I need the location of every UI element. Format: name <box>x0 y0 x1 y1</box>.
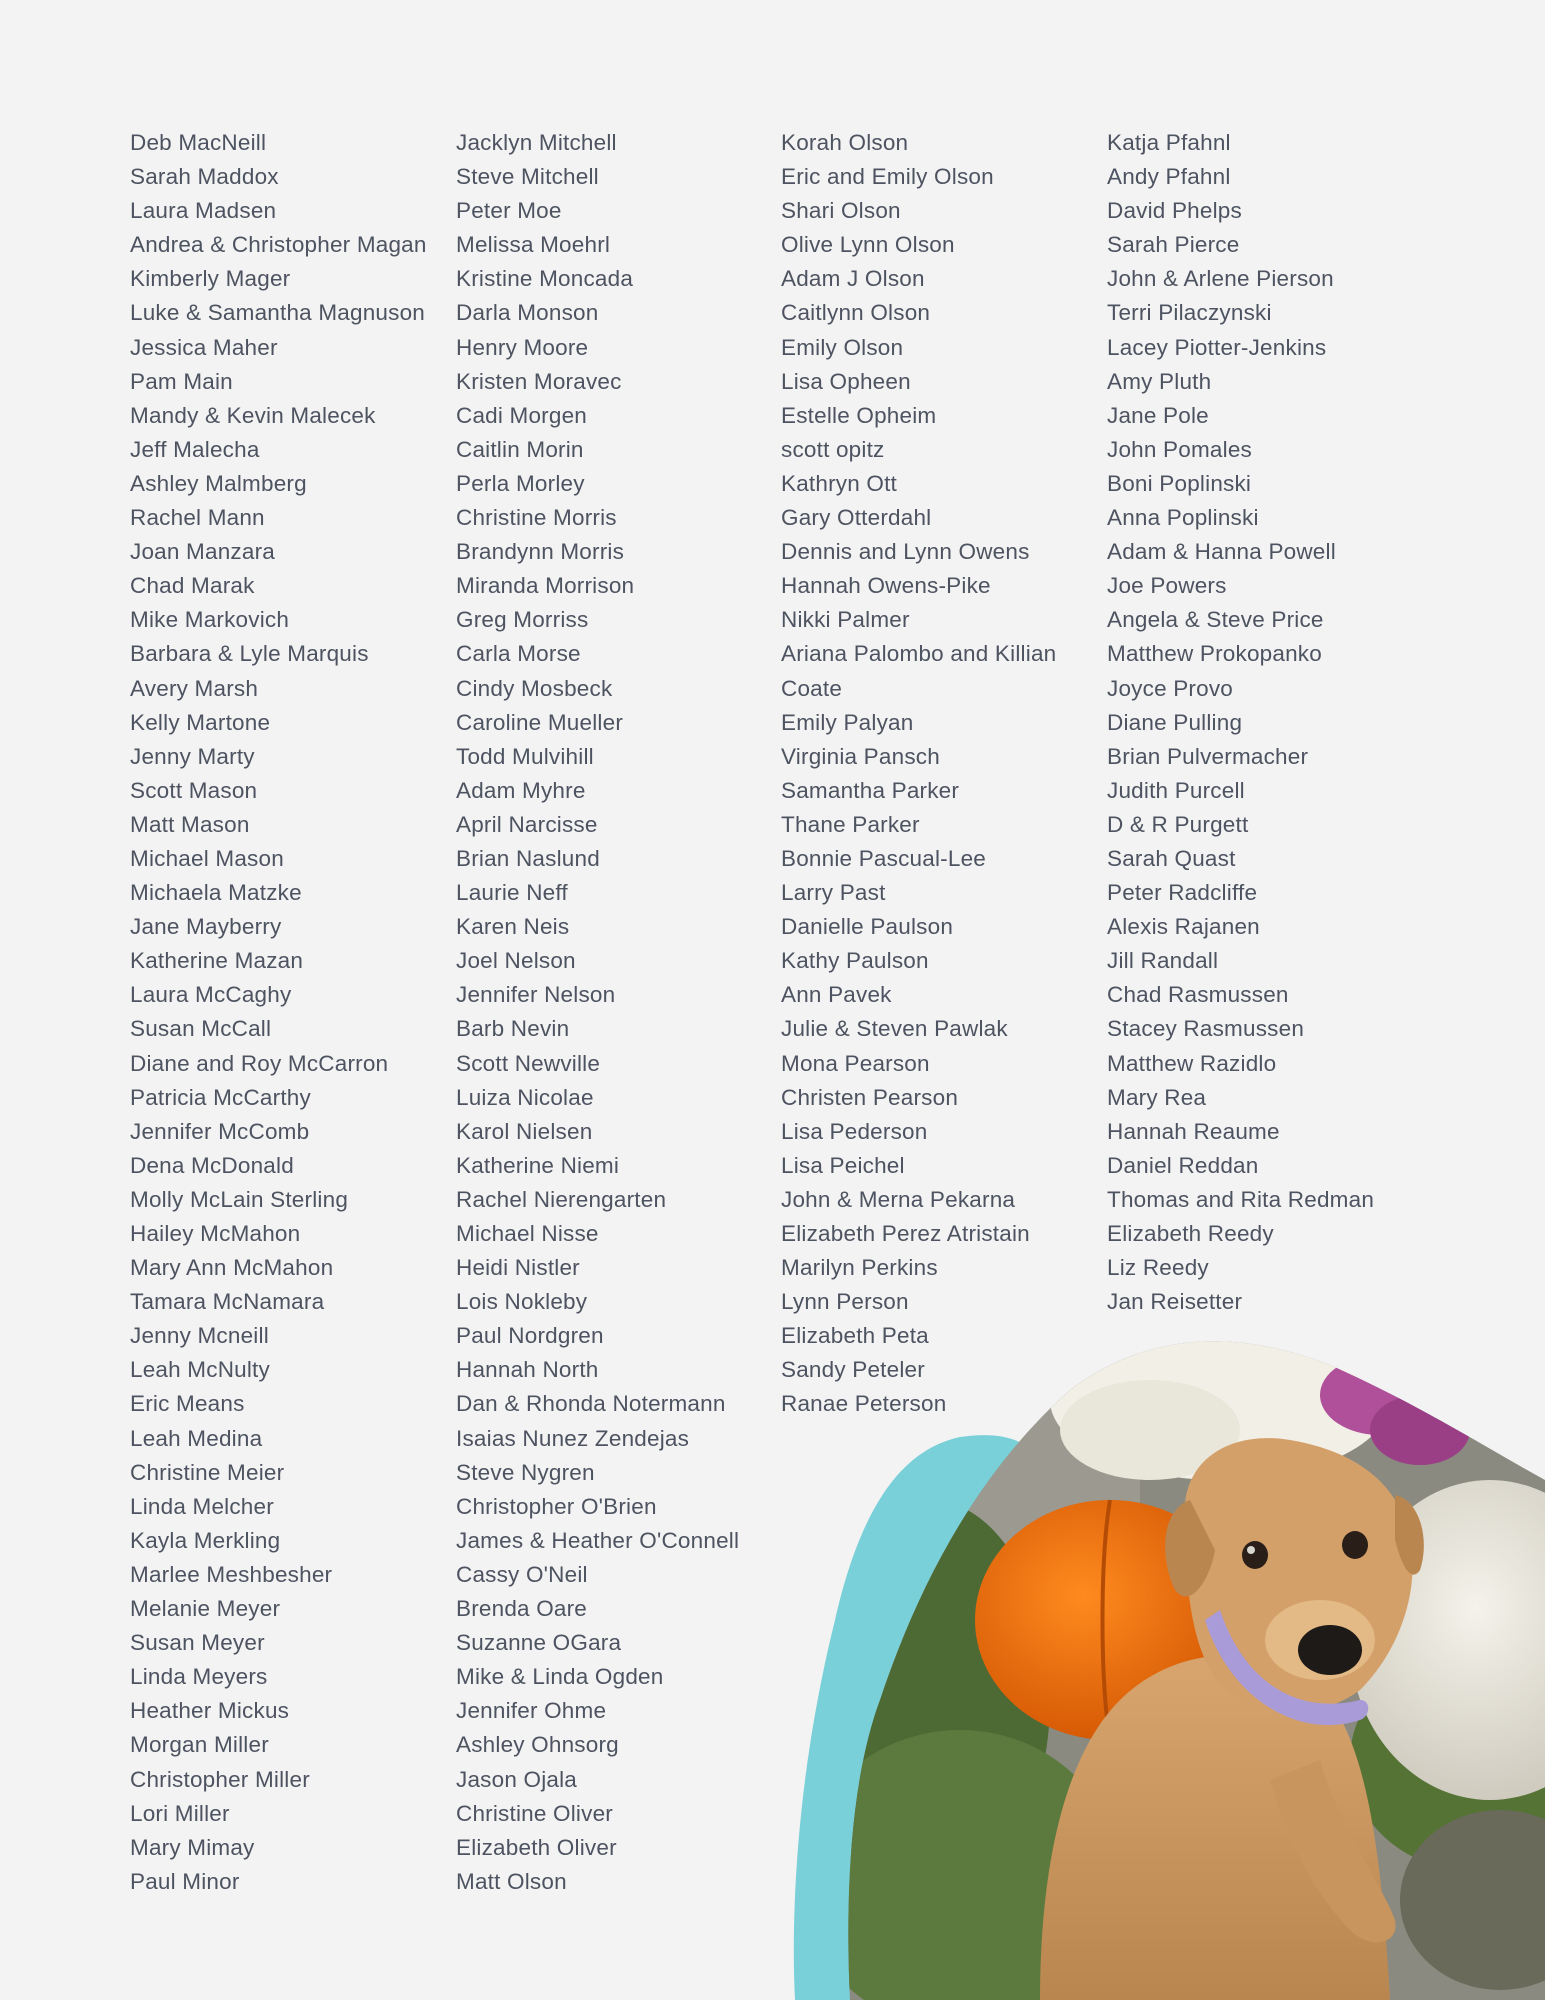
donor-name: Cindy Mosbeck <box>456 675 613 701</box>
donor-name: Amy Pluth <box>1107 368 1212 394</box>
donor-column-2 <box>456 126 739 1899</box>
donor-name: Greg Morriss <box>456 607 589 633</box>
donor-name: Tamara McNamara <box>130 1289 325 1315</box>
donor-name: Michael Mason <box>130 845 284 871</box>
donor-name: Mona Pearson <box>781 1050 930 1076</box>
donor-name: Kristine Moncada <box>456 266 634 292</box>
donor-name: Lisa Pederson <box>781 1118 928 1144</box>
donor-name: Chad Rasmussen <box>1107 982 1289 1008</box>
donor-name: Elizabeth Perez Atristain <box>781 1221 1030 1246</box>
donor-name: Deb MacNeill <box>130 130 267 155</box>
donor-name: Cassy O'Neil <box>456 1561 588 1587</box>
donor-name: Brenda Oare <box>456 1596 588 1622</box>
donor-name: Hailey McMahon <box>130 1221 301 1246</box>
donor-column-4 <box>1107 126 1374 1319</box>
donor-name: Alexis Rajanen <box>1107 914 1260 940</box>
donor-name: Luke & Samantha Magnuson <box>130 300 425 326</box>
donor-name: Andrea & Christopher Magan <box>130 232 427 258</box>
donor-name: Brian Pulvermacher <box>1107 743 1309 769</box>
donor-name: Jill Randall <box>1107 948 1219 974</box>
donor-name: scott opitz <box>781 436 885 462</box>
donor-name: Rachel Nierengarten <box>456 1186 667 1212</box>
donor-name: Eric and Emily Olson <box>781 164 994 190</box>
donor-name: Kristen Moravec <box>456 368 622 394</box>
donor-name: Jason Ojala <box>456 1766 578 1792</box>
donor-name: Ann Pavek <box>781 982 892 1008</box>
donor-name: Isaias Nunez Zendejas <box>456 1425 690 1451</box>
donor-name: Ranae Peterson <box>781 1391 947 1417</box>
donor-name: Suzanne OGara <box>456 1630 622 1656</box>
donor-name: Eric Means <box>130 1391 245 1417</box>
donor-name: Jan Reisetter <box>1107 1289 1243 1315</box>
donor-name: Olive Lynn Olson <box>781 232 955 258</box>
donor-name: Steve Nygren <box>456 1459 595 1485</box>
donor-name: Caroline Mueller <box>456 709 624 735</box>
donor-name: Jennifer Ohme <box>456 1698 607 1724</box>
donor-name: D & R Purgett <box>1107 811 1249 837</box>
donor-name: Diane and Roy McCarron <box>130 1050 389 1076</box>
donor-name: Scott Mason <box>130 777 258 803</box>
donor-name: John Pomales <box>1107 436 1252 462</box>
donor-name: Matt Mason <box>130 811 250 837</box>
donor-name: Rachel Mann <box>130 505 265 531</box>
donor-name: Luiza Nicolae <box>456 1084 594 1110</box>
donor-name: Katherine Mazan <box>130 948 304 974</box>
donor-name: Dan & Rhonda Notermann <box>456 1391 726 1417</box>
donor-name: Hannah Owens-Pike <box>781 573 991 599</box>
donor-name: Morgan Miller <box>130 1732 269 1758</box>
donor-name: Mike Markovich <box>130 607 290 633</box>
donor-name: Mary Ann McMahon <box>130 1255 334 1281</box>
donor-name: Lynn Person <box>781 1289 909 1315</box>
donor-name: Kayla Merkling <box>130 1527 281 1553</box>
donor-name: Paul Minor <box>130 1868 240 1894</box>
donor-name: James & Heather O'Connell <box>456 1527 740 1553</box>
donor-name: Andy Pfahnl <box>1107 164 1231 190</box>
donor-name: Christopher Miller <box>130 1766 310 1792</box>
donor-name: Henry Moore <box>456 334 589 360</box>
donor-name: Molly McLain Sterling <box>130 1186 349 1212</box>
donor-name: Leah Medina <box>130 1425 263 1451</box>
donor-name: Linda Meyers <box>130 1664 268 1690</box>
donor-name: Jeff Malecha <box>130 436 260 462</box>
donor-name: Brian Naslund <box>456 845 600 871</box>
donor-name: Mary Mimay <box>130 1834 255 1860</box>
donor-name: Christine Meier <box>130 1459 285 1485</box>
donor-name: Matthew Razidlo <box>1107 1050 1277 1076</box>
donor-name: Christine Oliver <box>456 1800 613 1826</box>
donor-name: Paul Nordgren <box>456 1323 604 1349</box>
donor-name: Laura Madsen <box>130 198 277 224</box>
donor-column-3 <box>781 126 1081 1422</box>
donor-name: Barb Nevin <box>456 1016 570 1042</box>
donor-name: Michaela Matzke <box>130 880 302 906</box>
donor-name: Bonnie Pascual-Lee <box>781 845 986 871</box>
donor-name: Christopher O'Brien <box>456 1493 657 1519</box>
donor-name: Lacey Piotter-Jenkins <box>1107 334 1327 360</box>
donor-name: Steve Mitchell <box>456 164 599 190</box>
donor-name: Adam J Olson <box>781 266 925 292</box>
donor-name: Melissa Moehrl <box>456 232 611 258</box>
donor-name: Laurie Neff <box>456 880 568 906</box>
donor-name: Anna Poplinski <box>1107 505 1259 531</box>
donor-name: Emily Olson <box>781 334 904 360</box>
donor-name: Michael Nisse <box>456 1221 599 1246</box>
donor-name: Elizabeth Peta <box>781 1323 929 1349</box>
donor-name: Karol Nielsen <box>456 1118 593 1144</box>
donor-name: Elizabeth Reedy <box>1107 1221 1274 1246</box>
donor-name: Thomas and Rita Redman <box>1107 1186 1375 1212</box>
donor-name: Caitlin Morin <box>456 436 584 462</box>
donor-name: Terri Pilaczynski <box>1107 300 1272 326</box>
donor-name: Stacey Rasmussen <box>1107 1016 1305 1042</box>
donor-name: Adam Myhre <box>456 777 586 803</box>
donor-name: Perla Morley <box>456 470 585 496</box>
donor-name: Nikki Palmer <box>781 607 910 633</box>
donor-name: Susan McCall <box>130 1016 272 1042</box>
donor-name: Barbara & Lyle Marquis <box>130 641 369 667</box>
donor-name: April Narcisse <box>456 811 598 837</box>
donor-name: Sarah Maddox <box>130 164 279 190</box>
donor-name: Ashley Malmberg <box>130 470 307 496</box>
donor-name: Brandynn Morris <box>456 539 625 565</box>
donor-name: Lois Nokleby <box>456 1289 588 1315</box>
donor-name: Katherine Niemi <box>456 1152 620 1178</box>
donor-name: Marlee Meshbesher <box>130 1561 333 1587</box>
donor-name: Shari Olson <box>781 198 901 224</box>
donor-name: Larry Past <box>781 880 886 906</box>
donor-name: Leah McNulty <box>130 1357 270 1383</box>
donor-name: Carla Morse <box>456 641 581 667</box>
donor-name: Cadi Morgen <box>456 402 588 428</box>
donor-name: Katja Pfahnl <box>1107 130 1231 155</box>
donor-name: Danielle Paulson <box>781 914 954 940</box>
donor-name: Heidi Nistler <box>456 1255 580 1281</box>
donor-name: Dena McDonald <box>130 1152 294 1178</box>
donor-name: Thane Parker <box>781 811 920 837</box>
donor-name: Matthew Prokopanko <box>1107 641 1322 667</box>
donor-name: Hannah Reaume <box>1107 1118 1280 1144</box>
donor-name: Liz Reedy <box>1107 1255 1209 1281</box>
donor-name: Boni Poplinski <box>1107 470 1252 496</box>
donor-name: Pam Main <box>130 368 233 394</box>
donor-name: Sandy Peteler <box>781 1357 925 1383</box>
donor-name: Melanie Meyer <box>130 1596 281 1622</box>
donor-name: Mary Rea <box>1107 1084 1207 1110</box>
donor-name: Christine Morris <box>456 505 617 531</box>
donor-name: Jessica Maher <box>130 334 278 360</box>
donor-name: Dennis and Lynn Owens <box>781 539 1030 565</box>
donor-name: Mandy & Kevin Malecek <box>130 402 376 428</box>
donor-name: Lisa Opheen <box>781 368 911 394</box>
donor-name: Emily Palyan <box>781 709 914 735</box>
donor-name: Sarah Pierce <box>1107 232 1240 258</box>
donor-name: Matt Olson <box>456 1868 567 1894</box>
donor-name: Angela & Steve Price <box>1107 607 1324 633</box>
donor-name: Ashley Ohnsorg <box>456 1732 619 1758</box>
donor-name: Christen Pearson <box>781 1084 959 1110</box>
donor-name: Elizabeth Oliver <box>456 1834 617 1860</box>
donor-name: Joan Manzara <box>130 539 275 565</box>
donor-name: Laura McCaghy <box>130 982 292 1008</box>
donor-name: Lisa Peichel <box>781 1152 905 1178</box>
donor-name: Judith Purcell <box>1107 777 1245 803</box>
donor-name: Korah Olson <box>781 130 909 155</box>
donor-name: Chad Marak <box>130 573 255 599</box>
donor-name: Julie & Steven Pawlak <box>781 1016 1008 1042</box>
donor-name: Todd Mulvihill <box>456 743 594 769</box>
donor-name: John & Arlene Pierson <box>1107 266 1334 292</box>
donor-name: David Phelps <box>1107 198 1242 224</box>
donor-name: Jane Pole <box>1107 402 1209 428</box>
donor-name: Lori Miller <box>130 1800 230 1826</box>
donor-name: Virginia Pansch <box>781 743 940 769</box>
donor-name: Karen Neis <box>456 914 570 940</box>
donor-name: Kathy Paulson <box>781 948 929 974</box>
donor-name: Jacklyn Mitchell <box>456 130 617 155</box>
donor-name: Miranda Morrison <box>456 573 635 599</box>
donor-name: Heather Mickus <box>130 1698 290 1724</box>
donor-name: Ariana Palombo and Killian Coate <box>781 641 1057 701</box>
donor-name: Avery Marsh <box>130 675 259 701</box>
donor-name: Kimberly Mager <box>130 266 291 292</box>
donor-name: Jenny Marty <box>130 743 255 769</box>
donor-name: Jane Mayberry <box>130 914 282 940</box>
donor-name: Kathryn Ott <box>781 470 897 496</box>
donor-name: Peter Radcliffe <box>1107 880 1258 906</box>
donor-name: Patricia McCarthy <box>130 1084 311 1110</box>
donor-name: Estelle Opheim <box>781 402 937 428</box>
donor-name: Marilyn Perkins <box>781 1255 938 1281</box>
donor-name: Scott Newville <box>456 1050 601 1076</box>
donor-name: Adam & Hanna Powell <box>1107 539 1336 565</box>
donor-name: Mike & Linda Ogden <box>456 1664 664 1690</box>
donor-name: Darla Monson <box>456 300 599 326</box>
donor-name: Daniel Reddan <box>1107 1152 1259 1178</box>
donor-name: Sarah Quast <box>1107 845 1236 871</box>
donor-name: Peter Moe <box>456 198 562 224</box>
donor-name: Joe Powers <box>1107 573 1227 599</box>
donor-name: Jennifer McComb <box>130 1118 310 1144</box>
donor-name: John & Merna Pekarna <box>781 1186 1016 1212</box>
donor-name: Joyce Provo <box>1107 675 1234 701</box>
donor-name: Linda Melcher <box>130 1493 274 1519</box>
donor-name: Jennifer Nelson <box>456 982 616 1008</box>
donor-name: Samantha Parker <box>781 777 960 803</box>
donor-name: Susan Meyer <box>130 1630 265 1656</box>
donor-name: Diane Pulling <box>1107 709 1243 735</box>
donor-column-1 <box>130 126 427 1899</box>
donor-name: Caitlynn Olson <box>781 300 931 326</box>
donor-name: Jenny Mcneill <box>130 1323 269 1349</box>
donor-name: Joel Nelson <box>456 948 576 974</box>
donor-name: Hannah North <box>456 1357 599 1383</box>
donor-name: Gary Otterdahl <box>781 505 932 531</box>
donor-name: Kelly Martone <box>130 709 271 735</box>
